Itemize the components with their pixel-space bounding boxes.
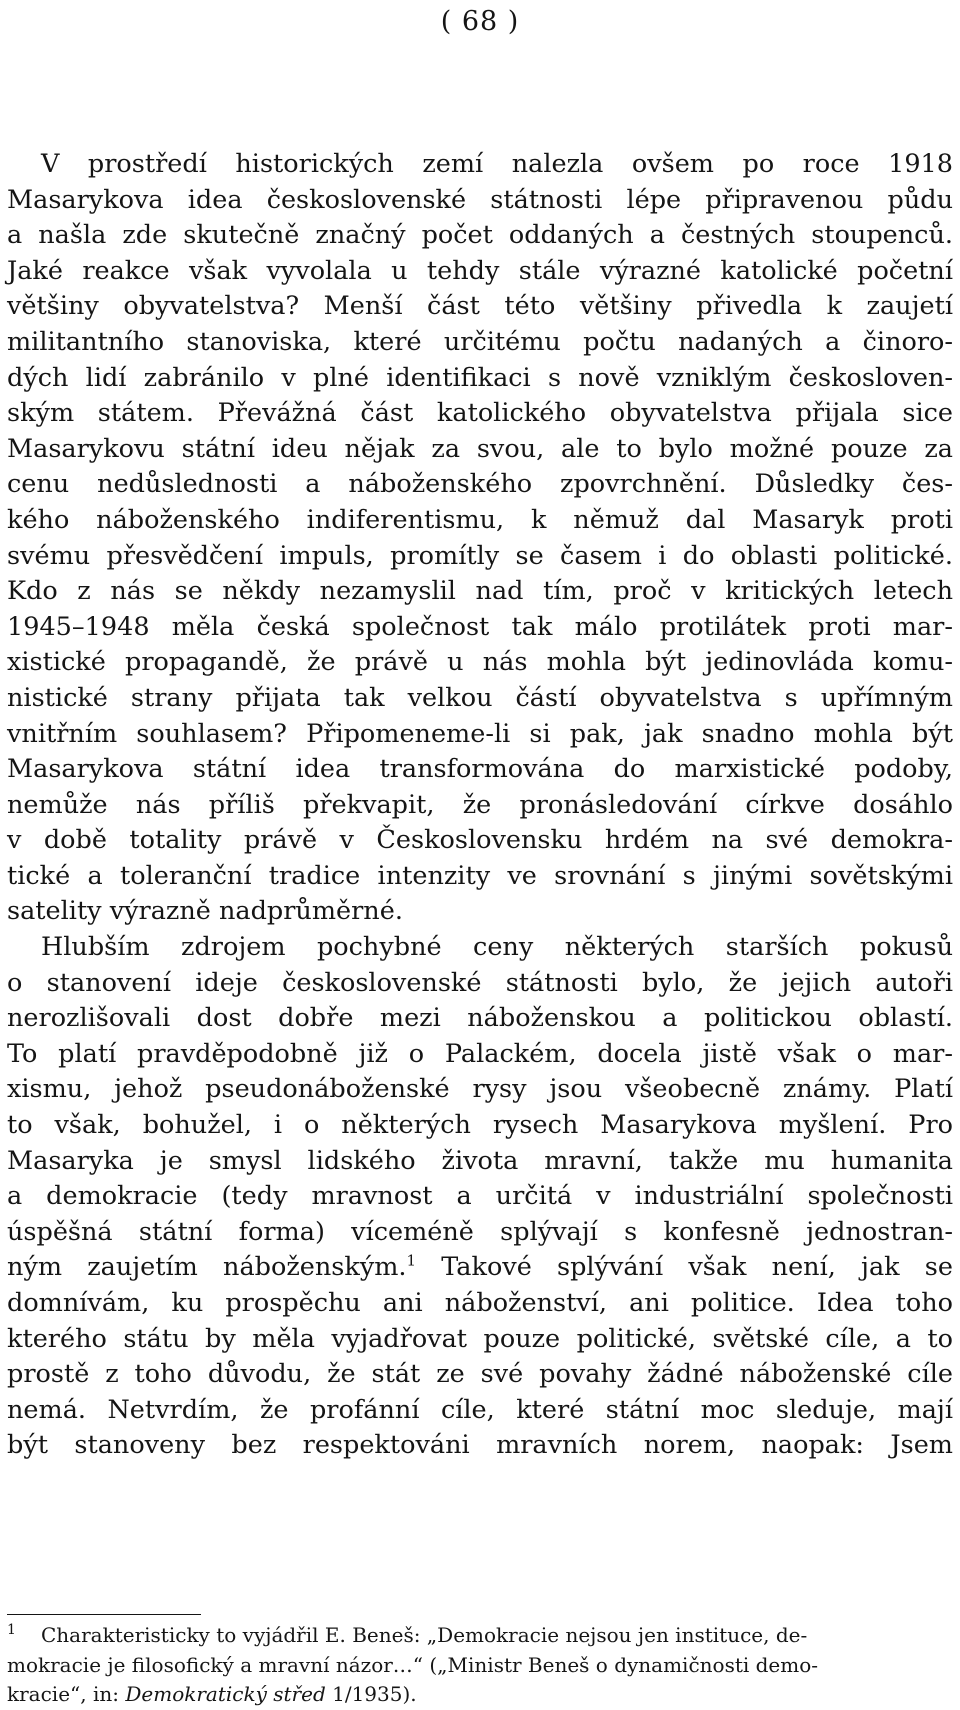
text-line [7,147,953,183]
page-number: ( 68 ) [440,6,520,37]
text-line-content: To platí pravděpodobně již o Palackém, docela jistě však o mar- [7,1038,953,1069]
text-line-content: a našla zde skutečně značný počet oddaných a čestných stoupenců. [7,220,953,251]
text-line-content: Masarykova státní idea transformována do marxistické podoby, [7,754,953,785]
text-line [7,1393,953,1429]
text-line [7,930,953,966]
text-line-content: nistické strany přijata tak velkou částí obyvatelstva s upřímným [7,682,953,713]
text-line-content: svému přesvědčení impuls, promítly se časem i do oblasti politické. [7,540,953,571]
text-line-content: Masarykova idea československé státnosti lépe připravenou půdu [7,184,953,215]
text-line-content: v době totality právě v Československu hrdém na své demokra- [7,825,953,856]
text-line-content: úspěšná státní forma) víceméně splývají s konfesně jednostran- [7,1216,953,1247]
text-line-content: Masarykovu státní ideu nějak za svou, ale to bylo možné pouze za [7,433,953,464]
footnote-line: mokracie je filosofický a mravní názor…“ („Ministr Beneš o dynamičnosti demo- [7,1652,819,1677]
text-line-content: 1945–1948 měla česká společnost tak málo protilátek proti mar- [7,611,953,642]
footnote-line [7,1680,953,1710]
text-line-content: satelity výrazně nadprůměrné. [7,896,403,927]
text-line-content: prostě z toho důvodu, že stát ze své povahy žádné náboženské cíle [7,1359,953,1390]
text-line [7,610,953,646]
text-line-content: xistické propagandě, že právě u nás mohla být jedinovláda komu- [7,647,953,678]
text-line [7,1286,953,1322]
text-line [7,574,953,610]
text-line [7,1250,953,1286]
text-line-content: dých lidí zabránilo v plné identifikaci s nově vzniklým českosloven- [7,362,953,393]
text-line [7,788,953,824]
text-line-content: Masaryka je smysl lidského života mravní, takže mu humanita [7,1145,953,1176]
text-line-content: tické a toleranční tradice intenzity ve srovnání s jinými sovětskými [7,860,953,891]
text-line-content: militantního stanoviska, které určitému počtu nadaných a činoro- [7,326,953,357]
text-line-content: cenu nedůslednosti a náboženského zpovrchnění. Důsledky čes- [7,469,953,500]
text-line [7,823,953,859]
text-line [7,1215,953,1251]
text-line [7,432,953,468]
text-line [7,752,953,788]
text-line [7,467,953,503]
text-line-content: ným zaujetím náboženským. [7,1252,407,1283]
footnote-source-title: Demokratický střed [125,1682,326,1706]
text-line-content: nemá. Netvrdím, že profánní cíle, které státní moc sleduje, mají [7,1394,953,1425]
text-line [7,218,953,254]
text-line-content: kterého státu by měla vyjadřovat pouze politické, světské cíle, a to [7,1323,953,1354]
text-line-content: xismu, jehož pseudonáboženské rysy jsou všeobecně známy. Platí [7,1074,953,1105]
main-text [7,147,953,1464]
text-line [7,254,953,290]
text-line [7,1072,953,1108]
text-line-content: většiny obyvatelstva? Menší část této většiny přivedla k zaujetí [7,291,953,322]
footnotes [7,1621,953,1710]
text-line [7,894,953,930]
text-line-content: vnitřním souhlasem? Připomeneme-li si pak, jak snadno mohla být [7,718,953,749]
text-line [7,325,953,361]
footnote-text: Charakteristicky to vyjádřil E. Beneš: „Demokracie nejsou jen instituce, de- [41,1623,808,1647]
text-line [7,396,953,432]
text-line [7,681,953,717]
text-line-content: to však, bohužel, i o některých rysech Masarykova myšlení. Pro [7,1110,953,1141]
text-line [7,289,953,325]
text-line [7,966,953,1002]
text-line-content: Hlubším zdrojem pochybné ceny některých starších pokusů [41,932,953,963]
footnote-text: 1/1935). [325,1682,417,1706]
footnote-divider [7,1614,201,1615]
text-line [7,1179,953,1215]
text-line-content: nerozlišovali dost dobře mezi náboženskou a politickou oblastí. [7,1003,953,1034]
text-line-content: Jaké reakce však vyvolala u tehdy stále výrazné katolické početní [7,255,953,286]
text-line-content: o stanovení ideje československé státnosti bylo, že jejich autoři [7,967,953,998]
text-line-content: a demokracie (tedy mravnost a určitá v industriální společnosti [7,1181,953,1212]
text-line [7,1108,953,1144]
text-line [7,183,953,219]
text-line-content: domnívám, ku prospěchu ani náboženství, ani politice. Idea toho [7,1288,953,1318]
text-line [7,503,953,539]
text-line [7,1322,953,1358]
footnote-text: kracie“, in: [7,1682,126,1706]
text-line-content: V prostředí historických zemí nalezla ovšem po roce 1918 [41,149,953,179]
text-line [7,361,953,397]
text-line [7,1357,953,1393]
text-line [7,1428,953,1464]
text-line [7,1144,953,1180]
text-line [7,645,953,681]
text-line-content: Kdo z nás se někdy nezamyslil nad tím, proč v kritických letech [7,576,953,607]
text-line-content: být stanoveny bez respektováni mravních norem, naopak: Jsem [7,1430,953,1461]
text-line [7,1037,953,1073]
text-line-content: Takové splývání však není, jak se [416,1252,953,1283]
footnote-line: 1 Charakteristicky to vyjádřil E. Beneš: „Demokracie nejsou jen instituce, de- [7,1622,808,1647]
text-line-content: ským státem. Převážná část katolického obyvatelstva přijala sice [7,398,953,429]
footnote-reference: 1 [406,1251,417,1270]
text-line [7,539,953,575]
text-line [7,1001,953,1037]
text-line-content: kého náboženského indiferentismu, k němuž dal Masaryk proti [7,504,953,535]
text-line [7,859,953,895]
text-line-content: nemůže nás příliš překvapit, že pronásledování církve dosáhlo [7,789,953,820]
text-line [7,717,953,753]
